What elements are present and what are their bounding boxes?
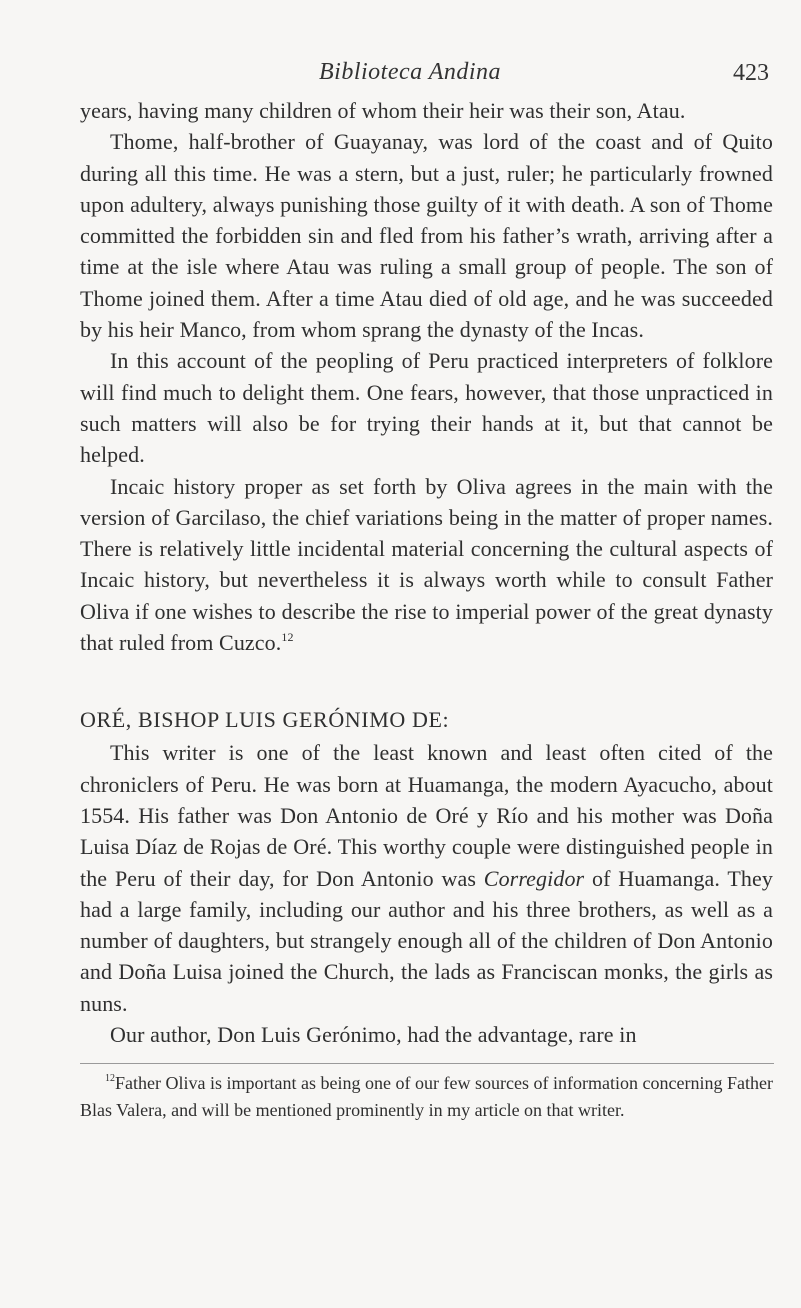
paragraph-thome: Thome, half-brother of Guayanay, was lord of the coast and of Quito during all this time. He was a stern, but a just, ruler; he particularly frowned upon adultery, always punishing those guilty of it with death. A son of Thome committed the forbidden sin and fled from his father’s wrath, arriving after a time at the isle where Atau was ruling a small group of people. The son of Thome joined them. After a time Atau died of old age, and he was succeeded by his heir Manco, from whom sprang the dynasty of the Incas. — [80, 129, 773, 343]
body-text — [80, 95, 773, 1050]
paragraph-ore-text-1: This writer is one of the least known and least often cited of the chroniclers of Peru. He was born at Huamanga, the modern Ayacucho, about 1554. His father was Don Antonio de Oré y Río and his mother was Doña Luisa Díaz de Rojas de Oré. This worthy couple were distinguished people in the Peru of their day, for Don Antonio was — [80, 740, 773, 891]
footnote-reference: 12 — [281, 630, 294, 645]
paragraph-incaic-history — [80, 471, 773, 659]
page-number: 423 — [733, 60, 769, 86]
paragraph-ore-biography — [80, 737, 773, 1019]
footnote-text: Father Oliva is important as being one of our few sources of information concerning Father Blas Valera, and will be mentioned prominently in my article on that writer. — [80, 1073, 773, 1121]
footnote-divider — [80, 1063, 774, 1064]
running-title: Biblioteca Andina — [318, 59, 502, 85]
italic-term: Corregidor — [483, 865, 585, 891]
footnote — [80, 1070, 773, 1124]
footnote-number: 12 — [105, 1073, 115, 1085]
paragraph-ore-advantage: Our author, Don Luis Gerónimo, had the advantage, rare in — [110, 1022, 637, 1048]
section-heading: ORÉ, BISHOP LUIS GERÓNIMO DE: — [80, 707, 450, 733]
paragraph-continuation: years, having many children of whom their heir was their son, Atau. — [80, 98, 686, 123]
paragraph-folklore: In this account of the peopling of Peru practiced interpreters of folklore will find much to delight them. One fears, however, that those unpracticed in such matters will also be for trying their hands at it, but that cannot be helped. — [80, 348, 773, 468]
document-page — [80, 0, 773, 1124]
paragraph-incaic-history-text: Incaic history proper as set forth by Oliva agrees in the main with the version of Garcilaso, the chief variations being in the matter of proper names. There is relatively little incidental material concerning the cultural aspects of Incaic history, but nevertheless it is always worth while to consult Father Oliva if one wishes to describe the rise to imperial power of the great dynasty that ruled from Cuzco. — [80, 473, 773, 656]
running-head — [80, 0, 773, 95]
paragraph-ore-text-2: of Huamanga. They had a large family, including our author and his three brothers, as well as a number of daughters, but strangely enough all of the children of Don Antonio and Doña Luisa joined the Church, the lads as Franciscan monks, the girls as nuns. — [80, 865, 773, 1016]
